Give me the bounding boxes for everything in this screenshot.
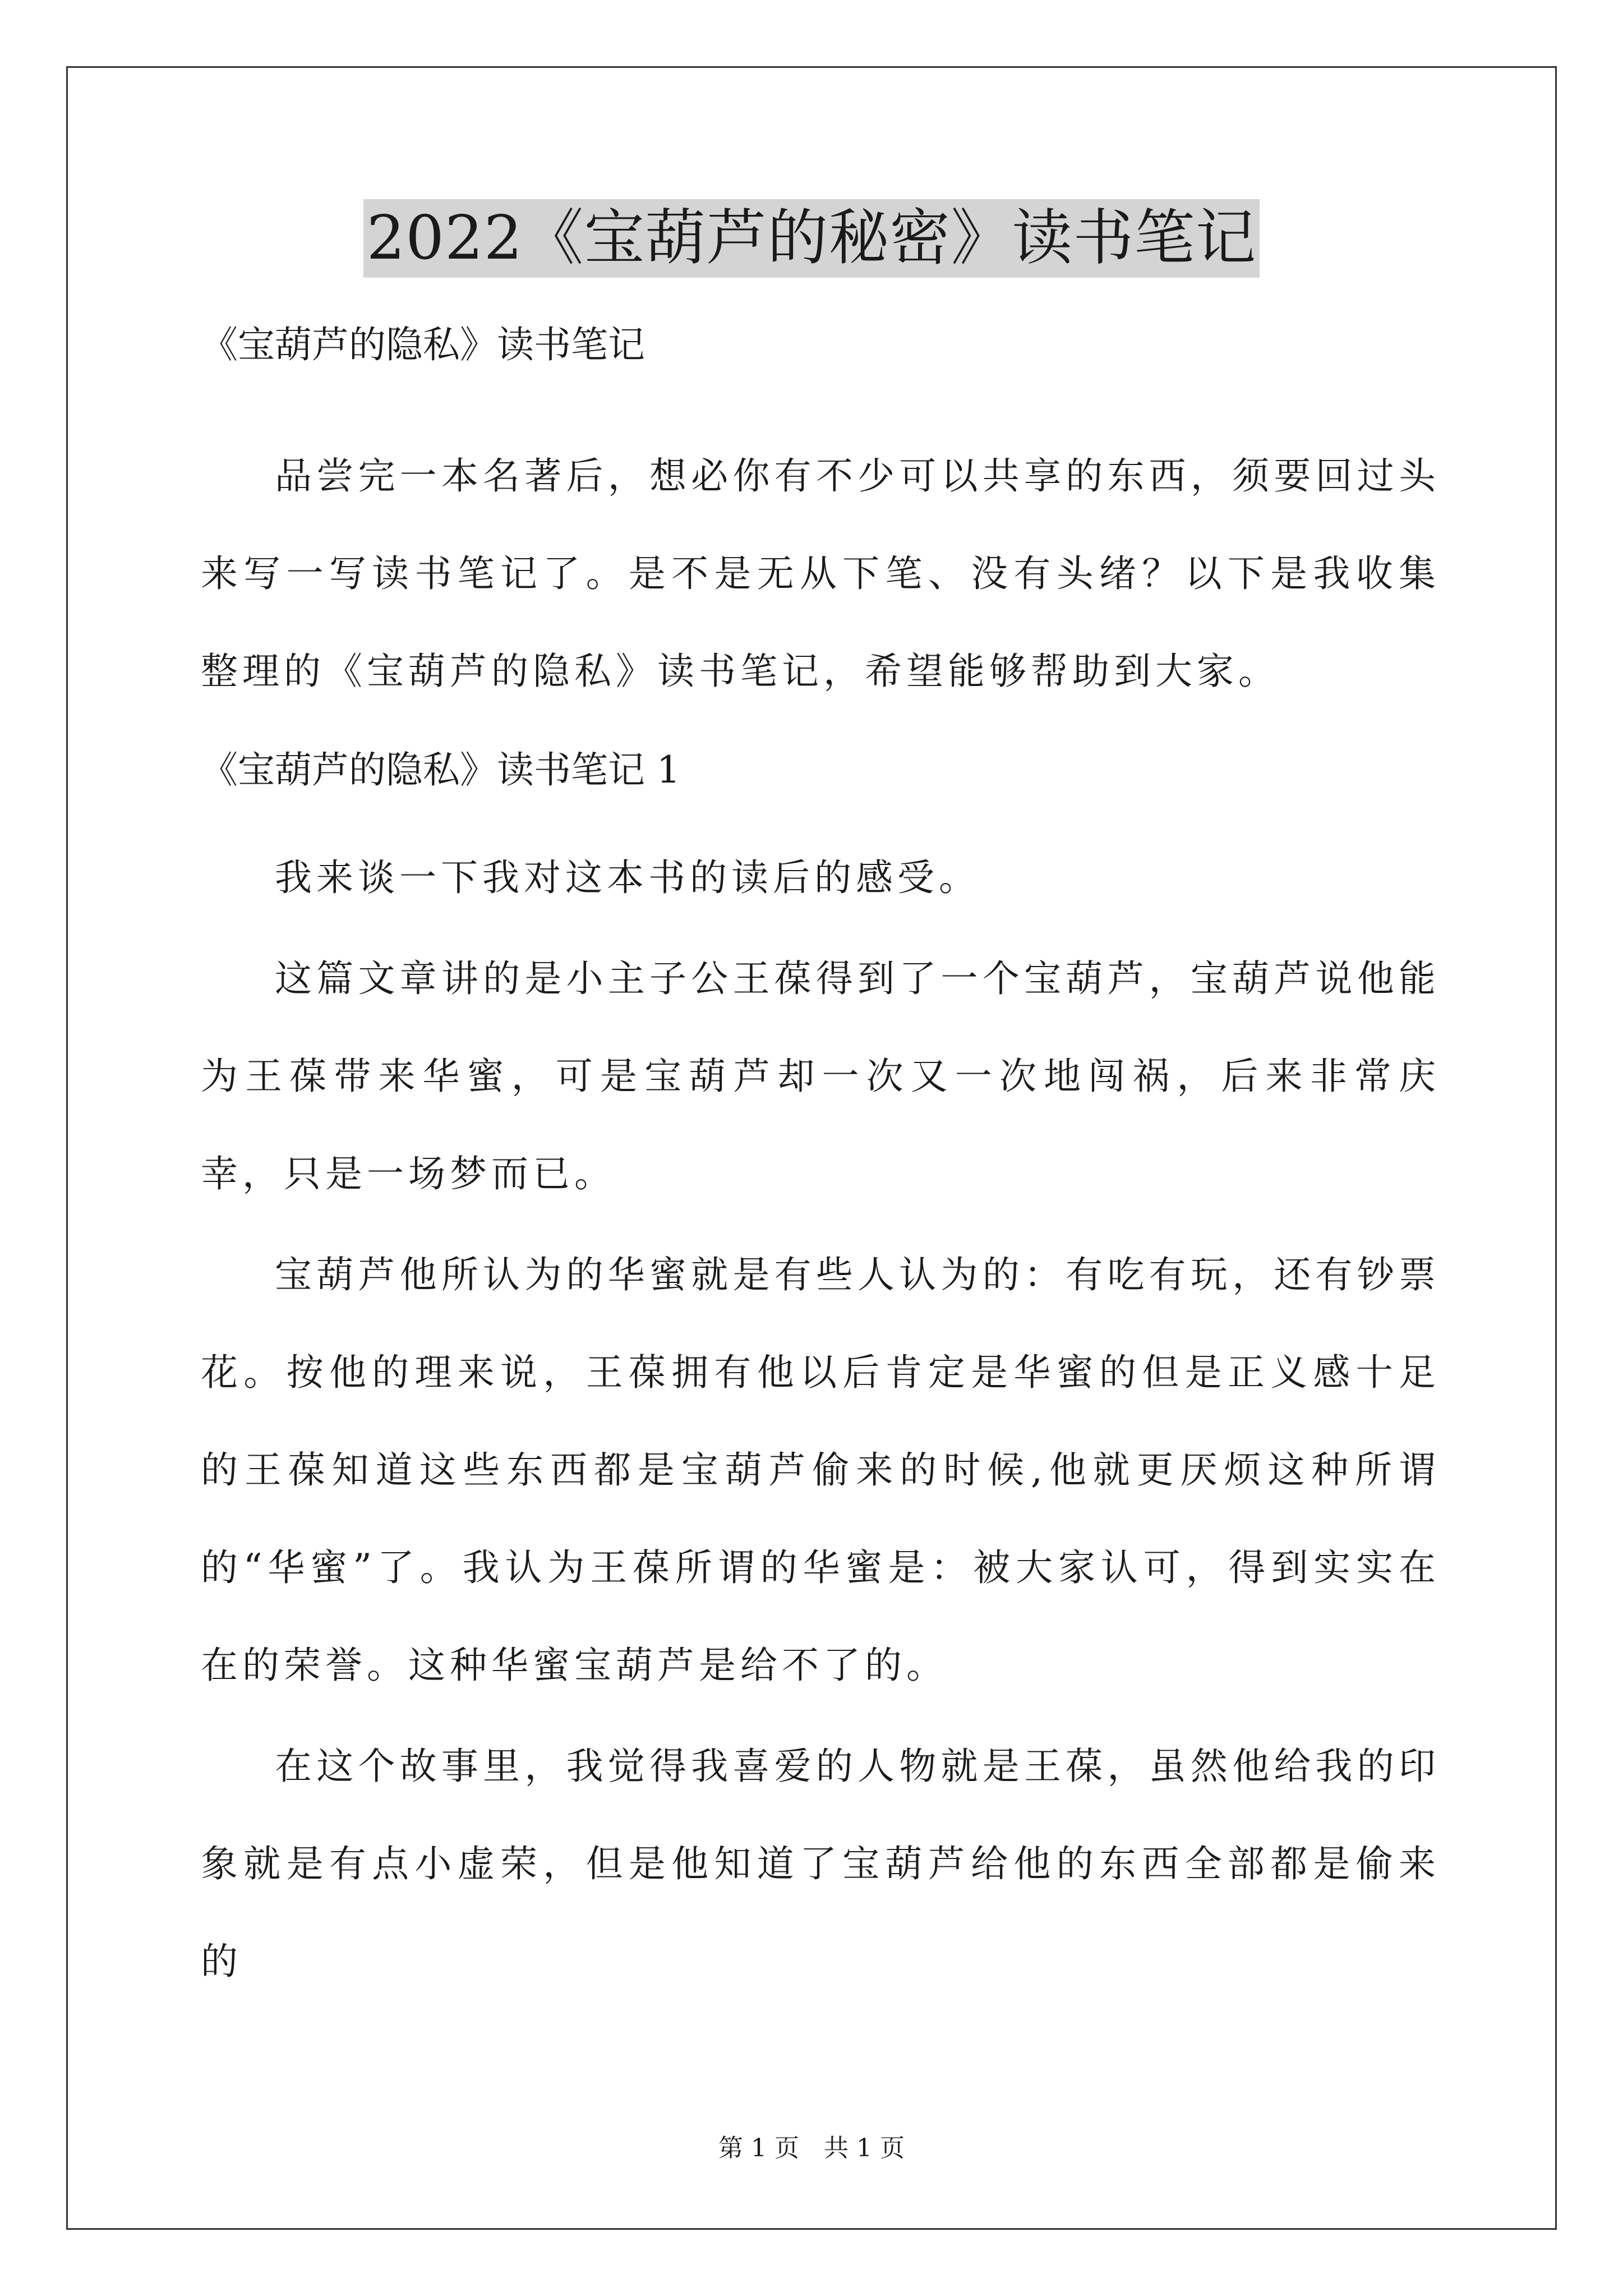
body-paragraph: 这篇文章讲的是小主子公王葆得到了一个宝葫芦，宝葫芦说他能为王葆带来华蜜，可是宝葫芦却一次又一次地闯祸，后来非常庆幸，只是一场梦而已。 (201, 957, 1440, 1195)
document-title: 2022《宝葫芦的秘密》读书笔记 (363, 199, 1260, 278)
body-paragraph: 在这个故事里，我觉得我喜爱的人物就是王葆，虽然他给我的印象就是有点小虚荣，但是他知道了宝葫芦给他的东西全部都是偷来的 (201, 1745, 1440, 1983)
section-heading: 《宝葫芦的隐私》读书笔记 (201, 323, 645, 366)
section-heading-1: 《宝葫芦的隐私》读书笔记 1 (201, 748, 680, 792)
body-paragraph: 宝葫芦他所认为的华蜜就是有些人认为的：有吃有玩，还有钞票花。按他的理来说，王葆拥有他以后肯定是华蜜的但是正义感十足的王葆知道这些东西都是宝葫芦偷来的时候,他就更厌烦这种所谓的“华蜜”了。我认为王葆所谓的华蜜是：被大家认可，得到实实在在的荣誉。这种华蜜宝葫芦是给不了的。 (201, 1253, 1440, 1687)
page-footer: 第 1 页 共 1 页 (718, 2134, 905, 2162)
title-container (0, 199, 1623, 278)
body-paragraph: 我来谈一下我对这本书的读后的感受。 (275, 856, 980, 899)
intro-paragraph: 品尝完一本名著后，想必你有不少可以共享的东西，须要回过头来写一写读书笔记了。是不是无从下笔、没有头绪？以下是我收集整理的《宝葫芦的隐私》读书笔记，希望能够帮助到大家。 (201, 454, 1440, 693)
document-body (201, 320, 1440, 2014)
